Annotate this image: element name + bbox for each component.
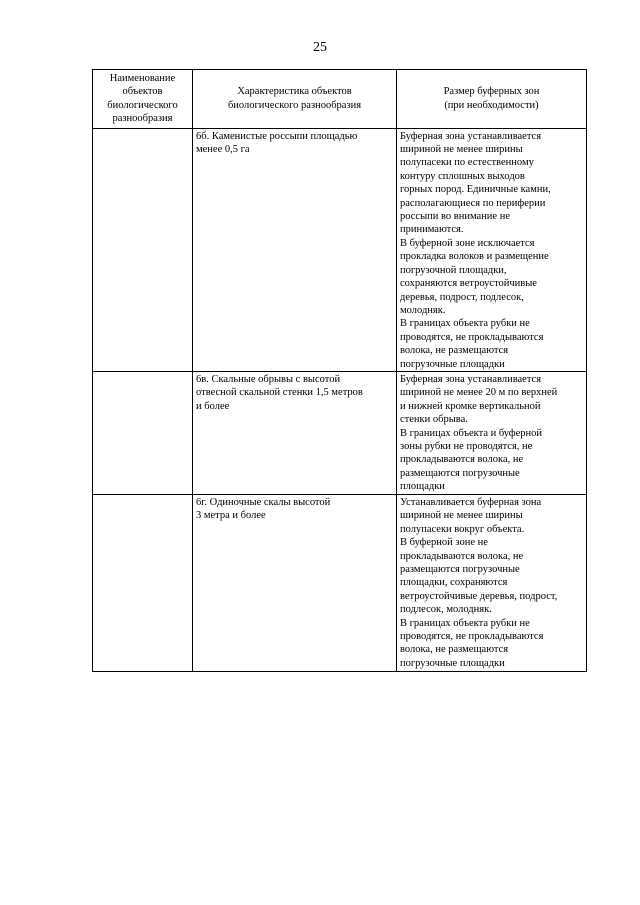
table-row bbox=[93, 128, 587, 371]
header-characteristic: Характеристика объектов биологического разнообразия bbox=[193, 70, 397, 129]
biodiversity-table bbox=[92, 69, 587, 672]
cell-object-name bbox=[93, 494, 193, 671]
table-row bbox=[93, 371, 587, 494]
cell-object-name bbox=[93, 128, 193, 371]
cell-characteristic: 6б. Каменистые россыпи площадью менее 0,5 га bbox=[193, 128, 397, 371]
header-object-name: Наименование объектов биологического разнообразия bbox=[93, 70, 193, 129]
cell-buffer-size: Буферная зона устанавливается шириной не менее 20 м по верхней и нижней кромке вертикальной стенки обрыва. В границах объекта и буферной зоны рубки не проводятся, не прокладываются волока, не размещаются погрузочные площадки bbox=[397, 371, 587, 494]
cell-characteristic: 6в. Скальные обрывы с высотой отвесной скальной стенки 1,5 метров и более bbox=[193, 371, 397, 494]
cell-buffer-size: Буферная зона устанавливается шириной не менее ширины полупасеки по естественному контуру сплошных выходов горных пород. Единичные камни, располагающиеся по периферии россыпи во внимание не принимаются. В буферной зоне исключается прокладка волоков и размещение погрузочной площадки, сохраняются ветроустойчивые деревья, подрост, подлесок, молодняк. В границах объекта рубки не проводятся, не прокладываются волока, не размещаются погрузочные площадки bbox=[397, 128, 587, 371]
cell-object-name bbox=[93, 371, 193, 494]
page-number: 25 bbox=[313, 40, 327, 55]
cell-characteristic: 6г. Одиночные скалы высотой 3 метра и более bbox=[193, 494, 397, 671]
header-buffer-size: Размер буферных зон (при необходимости) bbox=[397, 70, 587, 129]
table-header-row bbox=[93, 70, 587, 129]
table-row bbox=[93, 494, 587, 671]
cell-buffer-size: Устанавливается буферная зона шириной не менее ширины полупасеки вокруг объекта. В буферной зоне не прокладываются волока, не размещаются погрузочные площадки, сохраняются ветроустойчивые деревья, подрост, подлесок, молодняк. В границах объекта рубки не проводятся, не прокладываются волока, не размещаются погрузочные площадки bbox=[397, 494, 587, 671]
